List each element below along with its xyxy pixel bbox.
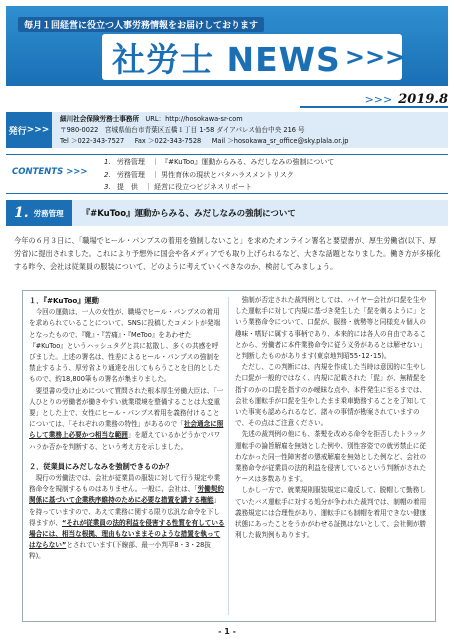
publisher-line-1 <box>60 114 440 125</box>
office-name: 細川社会保険労務士事務所 <box>60 115 140 123</box>
office-mail[interactable]: Mail ＞hosokawa_sr_office@sky.plala.or.jp <box>211 137 349 145</box>
contents-item-number: 3. <box>104 183 111 191</box>
left-p3-end: とされています(下線部、最一小判平8・3・28抜粋)。 <box>29 541 211 561</box>
left-paragraph-2 <box>29 386 225 453</box>
issue-row <box>300 92 448 108</box>
tagline: 毎月１回経営に役立つ人事労務情報をお届けしております <box>18 17 264 32</box>
masthead <box>102 34 406 80</box>
office-url[interactable]: URL：http://hosokawa-sr-com <box>145 115 243 123</box>
contents-arrows-icon: >>> <box>66 167 88 177</box>
intro-paragraph: 今年の６月３日に、「職場でヒール・パンプスの着用を強制しないこと」を求めたオンライン署名と要望書が、厚生労働省(以下、厚労省)に提出されました。これにより予想外に国会や各メディアでも取り上げられるなど、大きな話題となりました。働き方が多様化する昨今、会社は従業員の服装について、どのように考えていくべきなのか、検討してみましょう。 <box>14 236 441 271</box>
office-address: 〒980-0022 宮城県仙台市青葉区五橋１丁目 1-58 ダイアパレス仙台中央 216 号 <box>60 126 305 134</box>
section-number: 1. <box>14 205 29 221</box>
subheading-1: １．『#KuToo』運動 <box>29 296 99 305</box>
section-number-badge <box>6 200 72 226</box>
left-column <box>29 295 225 619</box>
left-p2-text: 要望書の受け止めについて質問された根本厚生労働大臣は、「一人ひとりの労働者が働きやすい就業環境を整備することは大変重要」とした上で、女性にヒール・パンプス着用を義務付けることについては、「それぞれの業務の特性」があるので「 <box>29 386 224 429</box>
left-p3-mid: 」を持っていますので、あえて業務に関する限り広汎な命令を下し得ますが、 <box>29 496 221 527</box>
contents-list <box>104 156 334 194</box>
subheading-2: ２．従業員にみだしなみを強制できるのか？ <box>29 461 173 471</box>
left-paragraph-1: 今回の運動は、一人の女性が、職場でヒール・パンプスの着用を求められていることについて、SNSに投稿したコメントが発端となったもので、『靴』・『苦痛』・『MeToo』をあわせた『#KuToo』というハッシュタグと共に拡散し、多くの共感を呼びました。上述の署名は、性差によるヒール・パンプスの強制を禁止するよう、厚労省より通達を出してもらうことを目的としたもので、約18,800筆もの署名が集まりました。 <box>29 308 221 384</box>
right-column <box>235 295 431 619</box>
right-paragraph-3: 先述の裁判例の他にも、茶髪を改める命令を拒否したトラック運転手の論旨解雇を無効とした例や、別性容姿での就労禁止に従わなかった同一性障害者の懲戒解雇を無効とした例など、会社の業務命令が従業員の法的利益を侵害しているという判断がされたケースは多数あります。 <box>235 430 427 484</box>
contents-item[interactable]: 3. 提 供 ｜ 経営に役立つビジネスリポート <box>104 183 252 191</box>
left-p2-end: 」を超えているかどうかでパワハラか否かを判断する、という考え方を示しました。 <box>29 431 221 451</box>
office-fax: Fax ＞022-343-7528 <box>134 137 202 145</box>
contents-item[interactable]: 1. 労務管理 ｜ 『#KuToo』運動からみる、みだしなみの強制について <box>104 158 335 166</box>
contents-item[interactable]: 2. 労務管理 ｜ 男性育休の現状とパタハラスメントリスク <box>104 170 294 179</box>
left-p2-emphasis: 社会通念に照らして業務上必要かつ相当な範囲 <box>29 420 224 440</box>
header-banner <box>6 6 448 86</box>
contents-box <box>6 154 448 194</box>
issue-date: 2019.8 <box>398 91 448 107</box>
title-arrows-icon: >>> <box>344 43 406 71</box>
left-paragraph-3 <box>29 473 225 563</box>
contents-item-text: 経営に役立つビジネスリポート <box>154 183 252 191</box>
contents-label-text: CONTENTS <box>12 167 64 177</box>
page-number: - 1 - <box>218 627 236 636</box>
contents-item-text: 『#KuToo』運動からみる、みだしなみの強制について <box>161 158 335 166</box>
article-body <box>22 290 436 622</box>
left-p3-emphasis: 労働契約関係に基づいて企業秩序維持のために必要な措置を講する権能 <box>29 485 224 505</box>
publisher-box <box>52 112 448 148</box>
section-title: 『#KuToo』運動からみる、みだしなみの強制について <box>81 209 296 219</box>
right-paragraph-2: ただし、この判断には、内規を作成した当時は意図的に生やした口髭が一般的ではなく、内規に記載された「髭」が、無精髭を指すのかの口髭を指すのか曖昧な点や、本件発生に至るまでは、会社も運転手が口髭を生やしたまま乗車勤務することを了知していた事実も認められるなど、諸々の事情が勘案されていますので、その点はご注意ください。 <box>235 363 427 428</box>
contents-item-category: 提 供 <box>116 183 138 191</box>
left-p3-text: 現行の労働法では、会社が従業員の服装に対して行う規定や業務命令を規制するものはありません。一般に、会社は、「 <box>29 474 221 494</box>
publisher-label <box>6 112 52 148</box>
office-tel: Tel ＞022-343-7527 <box>60 137 125 145</box>
publisher-label-text: 発行 <box>8 126 27 137</box>
contents-item-number: 1. <box>104 158 111 166</box>
newsletter-title: 社労士 NEWS <box>112 39 341 79</box>
contents-label <box>12 167 88 177</box>
right-paragraph-4: しかし一方で、就業規則服装規定に違反して、脱帽して勤務していたバス運転手に対する処分が争われた裁判では、制帽の着用義務規定には合理性があり、運転手にも制帽を着用できない健康状態にあったことをうかがわせる証拠はないとして、会社側が勝利した裁判例もあります。 <box>235 486 427 540</box>
publisher-line-3 <box>60 136 440 147</box>
right-paragraph-1: 強制が否定された裁判例としては、ハイヤー会社が口髭を生やした運転手に対して内規に基づき発生した「髭を剃るように」という業務命令について、口髭が、服務・就勢等と同様充々個人の趣味・嗜好に属する事柄であり、本来的には各人の自由であることから、労働者に本件業務命令に従う义务があるとは解せない」と判断したものがあります(東京地判昭55･12･15)。 <box>235 296 427 361</box>
publisher-arrows-icon: >>> <box>26 125 50 135</box>
issue-arrows-icon: >>> <box>364 92 393 106</box>
contents-item-text: 男性育休の現状とパタハラスメントリスク <box>161 170 294 179</box>
section-category: 労務管理 <box>33 208 64 218</box>
left-p3-quote: “それが従業員の法的利益を侵害する性質を有している場合には、相当な根拠、理由もないままそのような措置を執ってはならない” <box>29 518 225 550</box>
contents-item-number: 2. <box>104 170 111 179</box>
section-header <box>6 200 448 226</box>
contents-item-category: 労務管理 <box>116 170 145 179</box>
column-divider <box>228 297 229 615</box>
contents-item-category: 労務管理 <box>116 158 145 166</box>
